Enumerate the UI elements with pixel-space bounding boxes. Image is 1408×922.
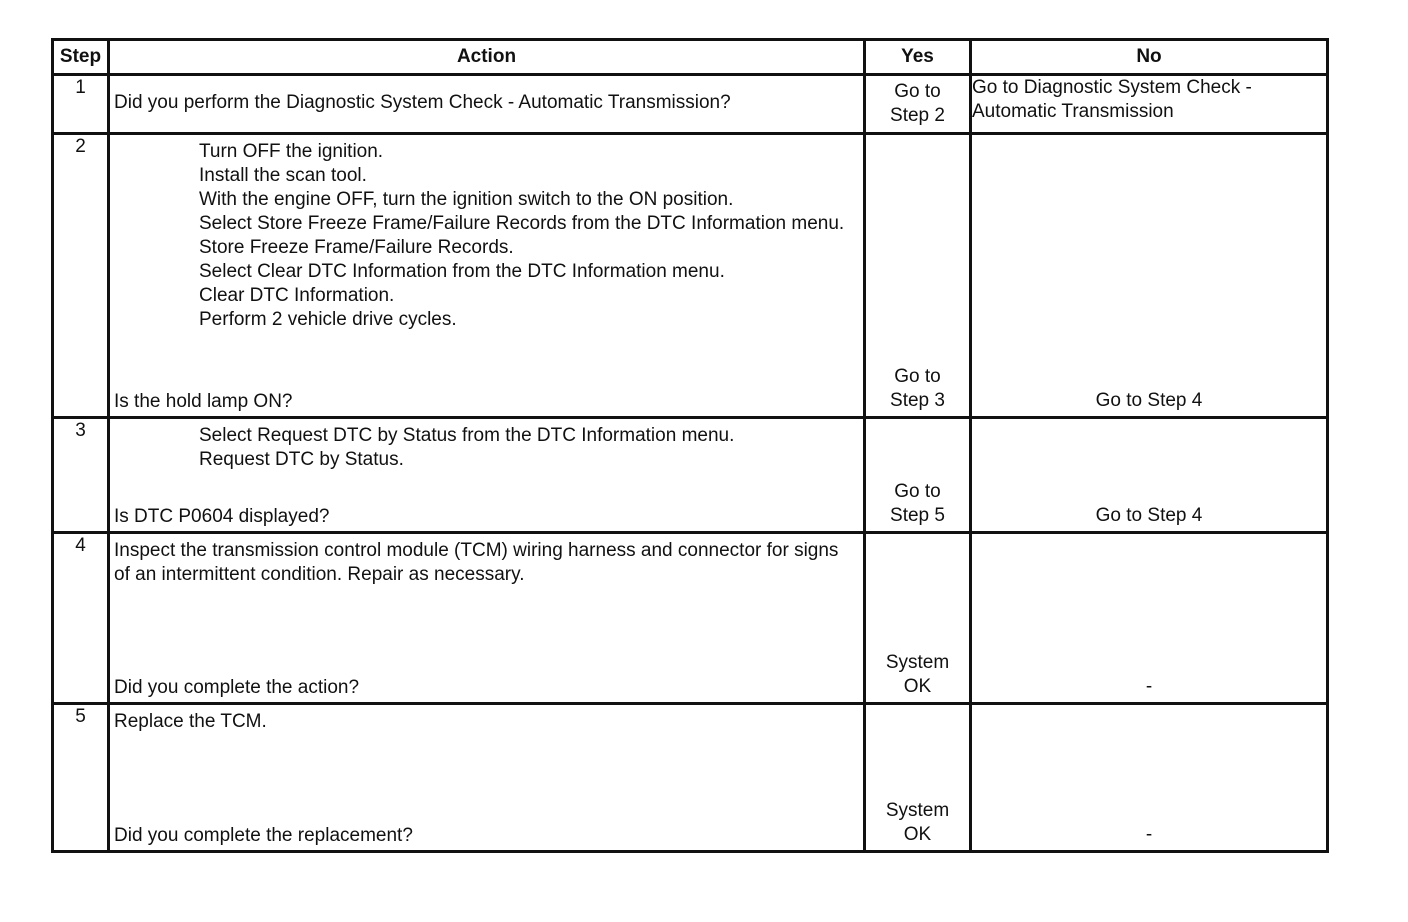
yes-cell: [865, 75, 971, 134]
table-row: [53, 533, 1328, 704]
diagnostic-table: [51, 38, 1329, 853]
table-header-row: [53, 40, 1328, 75]
no-text: -: [1145, 824, 1153, 845]
action-cell: [109, 134, 865, 418]
table-row: [53, 704, 1328, 852]
yes-text: Go to: [894, 81, 941, 102]
yes-text: Step 2: [890, 105, 945, 126]
action-item: Turn OFF the ignition.: [199, 141, 384, 162]
no-text: Go to Step 4: [1095, 390, 1203, 411]
yes-cell: [865, 533, 971, 704]
question-text: Did you perform the Diagnostic System Check - Automatic Transmission?: [114, 92, 731, 113]
yes-text: OK: [903, 824, 932, 845]
yes-text: System: [885, 652, 950, 673]
yes-text: Step 3: [890, 390, 945, 411]
action-cell: [109, 75, 865, 134]
action-list: [114, 140, 859, 332]
yes-cell: [865, 704, 971, 852]
table-row: [53, 418, 1328, 533]
no-text: Automatic Transmission: [972, 101, 1174, 122]
yes-cell: [865, 134, 971, 418]
no-cell: [971, 75, 1328, 134]
no-cell: [971, 134, 1328, 418]
action-item: Select Clear DTC Information from the DTC Information menu.: [199, 261, 725, 282]
action-item: With the engine OFF, turn the ignition switch to the ON position.: [199, 189, 734, 210]
action-cell: [109, 704, 865, 852]
yes-text: Go to: [894, 366, 941, 387]
action-item: Perform 2 vehicle drive cycles.: [199, 309, 457, 330]
question-text: Is DTC P0604 displayed?: [114, 506, 330, 527]
step-number: 4: [53, 533, 109, 704]
table-row: [53, 134, 1328, 418]
header-action: Action: [109, 40, 865, 75]
action-item: Select Store Freeze Frame/Failure Records from the DTC Information menu.: [199, 213, 845, 234]
table-row: [53, 75, 1328, 134]
header-step: Step: [53, 40, 109, 75]
action-cell: [109, 418, 865, 533]
yes-text: OK: [903, 676, 932, 697]
step-number: 1: [53, 75, 109, 134]
yes-text: Go to: [894, 481, 941, 502]
action-cell: [109, 533, 865, 704]
action-list: [114, 710, 859, 734]
yes-cell: [865, 418, 971, 533]
action-item: Inspect the transmission control module (TCM) wiring harness and connector for signs of an intermittent condition. Repair as necessary.: [114, 540, 839, 585]
action-list: [114, 424, 859, 472]
no-text: Go to Step 4: [1095, 505, 1203, 526]
action-item: Install the scan tool.: [199, 165, 367, 186]
no-cell: [971, 704, 1328, 852]
yes-text: Step 5: [890, 505, 945, 526]
yes-text: System: [885, 800, 950, 821]
action-list: [114, 539, 859, 587]
no-cell: [971, 418, 1328, 533]
action-item: Request DTC by Status.: [199, 449, 404, 470]
question-text: Is the hold lamp ON?: [114, 391, 293, 412]
no-cell: [971, 533, 1328, 704]
no-text: -: [1145, 676, 1153, 697]
action-item: Store Freeze Frame/Failure Records.: [199, 237, 514, 258]
step-number: 2: [53, 134, 109, 418]
step-number: 5: [53, 704, 109, 852]
action-item: Clear DTC Information.: [199, 285, 395, 306]
no-text: Go to Diagnostic System Check -: [972, 77, 1252, 98]
action-item: Select Request DTC by Status from the DTC Information menu.: [199, 425, 735, 446]
question-text: Did you complete the replacement?: [114, 825, 413, 846]
header-yes: Yes: [865, 40, 971, 75]
action-item: Replace the TCM.: [114, 711, 267, 732]
header-no: No: [971, 40, 1328, 75]
question-text: Did you complete the action?: [114, 677, 360, 698]
step-number: 3: [53, 418, 109, 533]
